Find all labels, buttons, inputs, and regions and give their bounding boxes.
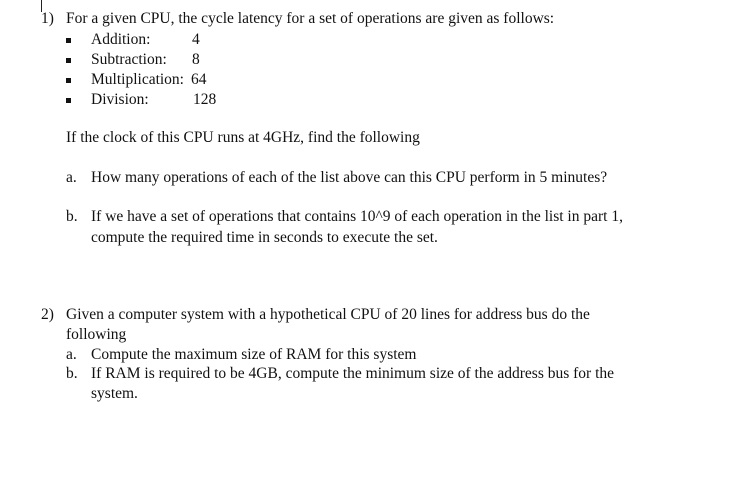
- bullet-square-icon: [66, 58, 71, 63]
- q2-intro-line1: Given a computer system with a hypothetical CPU of 20 lines for address bus do the: [66, 306, 590, 323]
- op-cycles-division: 128: [193, 91, 217, 108]
- bullet-square-icon: [66, 78, 71, 83]
- bullet-square-icon: [66, 98, 71, 103]
- q1-part-a: How many operations of each of the list above can this CPU perform in 5 minutes?: [91, 169, 608, 186]
- q1-clock-text: If the clock of this CPU runs at 4GHz, find the following: [66, 129, 420, 146]
- q1-part-b-line1: If we have a set of operations that contains 10^9 of each operation in the list in part 1,: [91, 208, 623, 225]
- q2-intro-line2: following: [66, 326, 127, 343]
- q2-part-b-label: b.: [66, 365, 78, 382]
- q1-part-a-label: a.: [66, 169, 77, 186]
- q1-part-b-line2: compute the required time in seconds to execute the set.: [91, 229, 438, 246]
- q2-number: 2): [41, 306, 54, 323]
- op-name-division: Division:: [91, 91, 149, 108]
- bullet-square-icon: [66, 38, 71, 43]
- op-cycles-multiplication: 64: [191, 71, 207, 88]
- op-name-subtraction: Subtraction:: [91, 51, 167, 68]
- q1-intro: For a given CPU, the cycle latency for a set of operations are given as follows:: [66, 10, 555, 27]
- q2-part-b-line2: system.: [91, 385, 138, 402]
- op-cycles-addition: 4: [192, 31, 200, 48]
- q1-part-b-label: b.: [66, 208, 78, 225]
- op-name-addition: Addition:: [91, 31, 151, 48]
- q2-part-b-line1: If RAM is required to be 4GB, compute the minimum size of the address bus for the: [91, 365, 615, 382]
- q2-part-a: Compute the maximum size of RAM for this system: [91, 346, 417, 363]
- op-cycles-subtraction: 8: [192, 51, 200, 68]
- op-name-multiplication: Multiplication:: [91, 71, 184, 88]
- q1-number: 1): [41, 10, 54, 27]
- q2-part-a-label: a.: [66, 346, 77, 363]
